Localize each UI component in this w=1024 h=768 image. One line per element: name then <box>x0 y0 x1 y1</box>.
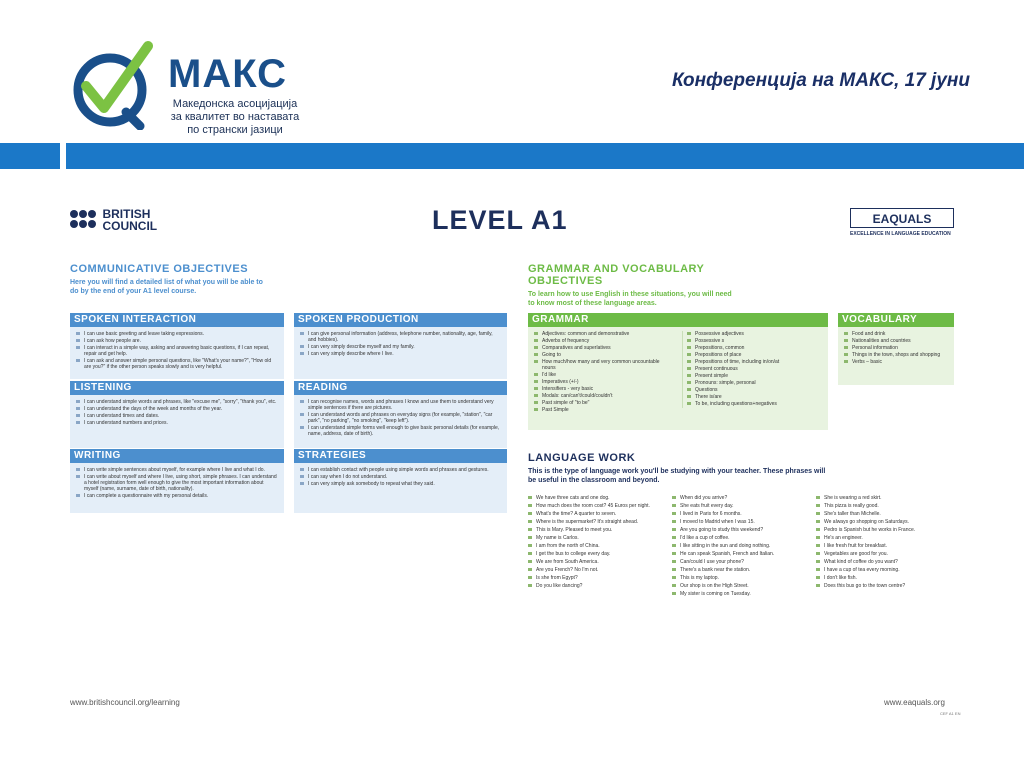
list-item: Nationalities and countries <box>844 338 948 344</box>
list-item: I can interact in a simple way, asking and answering basic questions, if I can repeat, repair and get help. <box>76 345 278 357</box>
list-item: I can very simply describe where I live. <box>300 351 501 357</box>
writing-box <box>70 449 284 513</box>
list-item: I can understand the days of the week and months of the year. <box>76 406 278 412</box>
list-item: Modals: can/can't/could/couldn't <box>534 393 672 399</box>
poster-code: CEF A1 EN <box>940 711 961 716</box>
list-item: I am from the north of China. <box>528 543 663 550</box>
maks-logo-icon <box>68 40 158 130</box>
list-item: This is my laptop. <box>672 575 807 582</box>
list-item: Is she from Egypt? <box>528 575 663 582</box>
conference-title: Конференција на МАКС, 17 јуни <box>672 70 970 91</box>
eaquals-wordmark: EAQUALS <box>850 208 954 228</box>
list-item: Past Simple <box>534 407 672 413</box>
list-item: Personal information <box>844 345 948 351</box>
grammar-objectives-title: GRAMMAR AND VOCABULARY OBJECTIVES <box>528 263 705 287</box>
list-item: This pizza is really good. <box>816 503 956 510</box>
list-item: I like sitting in the sun and doing nothing. <box>672 543 807 550</box>
list-item: We always go shopping on Saturdays. <box>816 519 956 526</box>
list-item: Things in the town, shops and shopping <box>844 352 948 358</box>
list-item: We have three cats and one dog. <box>528 495 663 502</box>
language-work-column-3 <box>816 495 956 591</box>
spoken-interaction-list <box>70 327 284 379</box>
language-work-columns <box>528 495 958 605</box>
strategies-box <box>294 449 507 513</box>
language-work-column-1 <box>528 495 663 591</box>
language-work-column-2 <box>672 495 807 599</box>
list-item: Our shop is on the High Street. <box>672 583 807 590</box>
list-item: Present continuous <box>687 366 825 372</box>
list-item: Are you going to study this weekend? <box>672 527 807 534</box>
grammar-objectives-heading <box>528 263 738 308</box>
communicative-objectives-subtitle: Here you will find a detailed list of what you will be able to do by the end of your A1 level course. <box>70 279 263 295</box>
list-item: Can/could I use your phone? <box>672 559 807 566</box>
list-item: Prepositions, common <box>687 345 825 351</box>
list-item: She is wearing a red skirt. <box>816 495 956 502</box>
writing-title: WRITING <box>70 449 284 463</box>
list-item: Where is the supermarket? It's straight ahead. <box>528 519 663 526</box>
list-item: Comparatives and superlatives <box>534 345 672 351</box>
spoken-production-box <box>294 313 507 379</box>
list-item: I can understand simple forms well enough to give basic personal details (for example, name, address, date of birth). <box>300 425 501 437</box>
list-item: Questions <box>687 387 825 393</box>
list-item: Pronouns: simple, personal <box>687 380 825 386</box>
list-item: Pedro is Spanish but he works in France. <box>816 527 956 534</box>
list-item: I can understand numbers and prices. <box>76 420 278 426</box>
communicative-objectives-heading <box>70 263 270 296</box>
writing-list <box>70 463 284 513</box>
list-item: I can complete a questionnaire with my personal details. <box>76 493 278 499</box>
list-item: He's an engineer. <box>816 535 956 542</box>
list-item: She's taller than Michelle. <box>816 511 956 518</box>
strategies-title: STRATEGIES <box>294 449 507 463</box>
communicative-objectives-title: COMMUNICATIVE OBJECTIVES <box>70 263 249 275</box>
list-item: I can understand words and phrases on everyday signs (for example, "station", "car park", "no parking", "no smoking", "keep left"). <box>300 412 501 424</box>
list-item: I can understand simple words and phrases, like "excuse me", "sorry", "thank you", etc. <box>76 399 278 405</box>
spoken-interaction-box <box>70 313 284 379</box>
list-item: When did you arrive? <box>672 495 807 502</box>
list-item: I can very simply ask somebody to repeat what they said. <box>300 481 501 487</box>
british-council-dots-icon <box>70 208 98 232</box>
list-item: Adverbs of frequency <box>534 338 672 344</box>
vocabulary-list <box>838 327 954 385</box>
language-work-title: LANGUAGE WORK <box>528 452 636 464</box>
list-item: I can understand times and dates. <box>76 413 278 419</box>
list-item: To be, including questions+negatives <box>687 401 825 407</box>
british-council-text: BRITISH COUNCIL <box>102 207 158 233</box>
list-item: Prepositions of place <box>687 352 825 358</box>
spoken-interaction-title: SPOKEN INTERACTION <box>70 313 284 327</box>
list-item: My name is Carlos. <box>528 535 663 542</box>
listening-list <box>70 395 284 448</box>
list-item: I don't like fish. <box>816 575 956 582</box>
spoken-production-list <box>294 327 507 379</box>
list-item: Going to <box>534 352 672 358</box>
list-item: We are from South America. <box>528 559 663 566</box>
eaquals-tagline: EXCELLENCE IN LANGUAGE EDUCATION <box>850 231 951 237</box>
list-item: Possessive adjectives <box>687 331 825 337</box>
maks-logo-subtitle: Македонска асоцијација за квалитет во наставата по странски јазици <box>170 98 300 136</box>
list-item: What kind of coffee do you want? <box>816 559 956 566</box>
header-band-left <box>0 143 60 169</box>
list-item: He can speak Spanish, French and Italian. <box>672 551 807 558</box>
list-item: I can very simply describe myself and my family. <box>300 344 501 350</box>
list-item: I can write about myself and where I live, using short, simple phrases. I can understand a hotel registration form well enough to give the most important information about myself (name, surname, date of birth, nationality). <box>76 474 278 492</box>
list-item: I can write simple sentences about myself, for example where I live and what I do. <box>76 467 278 473</box>
list-item: Intensifiers - very basic <box>534 386 672 392</box>
list-item: Present simple <box>687 373 825 379</box>
list-item: This is Mary. Pleased to meet you. <box>528 527 663 534</box>
reading-box <box>294 381 507 448</box>
spoken-production-title: SPOKEN PRODUCTION <box>294 313 507 327</box>
grammar-objectives-subtitle: To learn how to use English in these situations, you will need to know most of these language areas. <box>528 291 732 307</box>
list-item: Does this bus go to the town centre? <box>816 583 956 590</box>
list-item: I'd like a cup of coffee. <box>672 535 807 542</box>
list-item: Possessive s <box>687 338 825 344</box>
listening-title: LISTENING <box>70 381 284 395</box>
grammar-column-2 <box>682 331 825 408</box>
vocabulary-box <box>838 313 954 385</box>
list-item: Adjectives: common and demonstrative <box>534 331 672 337</box>
list-item: I can give personal information (address, telephone number, nationality, age, family, and hobbies). <box>300 331 501 343</box>
list-item: What's the time? A quarter to seven. <box>528 511 663 518</box>
listening-box <box>70 381 284 448</box>
list-item: Imperatives (+/-) <box>534 379 672 385</box>
list-item: I can ask and answer simple personal questions, like "What's your name?", "How old are you?" if the other person speaks slowly and is very helpful. <box>76 358 278 370</box>
header-band-right <box>66 143 1024 169</box>
list-item: I can use basic greeting and leave taking expressions. <box>76 331 278 337</box>
british-council-logo <box>70 208 172 232</box>
list-item: Verbs – basic <box>844 359 948 365</box>
strategies-list <box>294 463 507 513</box>
british-council-url[interactable]: www.britishcouncil.org/learning <box>70 698 180 707</box>
list-item: I can establish contact with people using simple words and phrases and gestures. <box>300 467 501 473</box>
maks-logo-title: МАКС <box>168 52 287 96</box>
list-item: There's a bank near the station. <box>672 567 807 574</box>
list-item: I'd like <box>534 372 672 378</box>
list-item: How much/how many and very common uncountable nouns <box>534 359 672 371</box>
language-work-subtitle: This is the type of language work you'll be studying with your teacher. These phrases will be useful in the classroom and beyond. <box>528 468 826 484</box>
list-item: I can recognise names, words and phrases I know and use them to understand very simple sentences if there are pictures. <box>300 399 501 411</box>
list-item: There is/are <box>687 394 825 400</box>
list-item: I lived in Paris for 6 months. <box>672 511 807 518</box>
list-item: Do you like dancing? <box>528 583 663 590</box>
list-item: Food and drink <box>844 331 948 337</box>
list-item: I have a cup of tea every morning. <box>816 567 956 574</box>
grammar-title: GRAMMAR <box>528 313 828 327</box>
grammar-box <box>528 313 828 430</box>
grammar-column-1 <box>534 331 672 414</box>
list-item: I moved to Madrid when I was 15. <box>672 519 807 526</box>
list-item: My sister is coming on Tuesday. <box>672 591 807 598</box>
eaquals-logo <box>850 208 954 237</box>
list-item: I get the bus to college every day. <box>528 551 663 558</box>
list-item: Past simple of "to be" <box>534 400 672 406</box>
list-item: I can say when I do not understand. <box>300 474 501 480</box>
list-item: Prepositions of time, including in/on/at <box>687 359 825 365</box>
vocabulary-title: VOCABULARY <box>838 313 954 327</box>
reading-title: READING <box>294 381 507 395</box>
list-item: I can ask how people are. <box>76 338 278 344</box>
list-item: She eats fruit every day. <box>672 503 807 510</box>
eaquals-url[interactable]: www.eaquals.org <box>884 698 945 707</box>
list-item: I like fresh fruit for breakfast. <box>816 543 956 550</box>
list-item: Are you French? No I'm not. <box>528 567 663 574</box>
grammar-columns <box>528 327 828 430</box>
list-item: Vegetables are good for you. <box>816 551 956 558</box>
list-item: How much does the room cost? 45 Euros per night. <box>528 503 663 510</box>
language-work-section <box>528 452 958 605</box>
reading-list <box>294 395 507 448</box>
level-title: LEVEL A1 <box>432 205 568 235</box>
